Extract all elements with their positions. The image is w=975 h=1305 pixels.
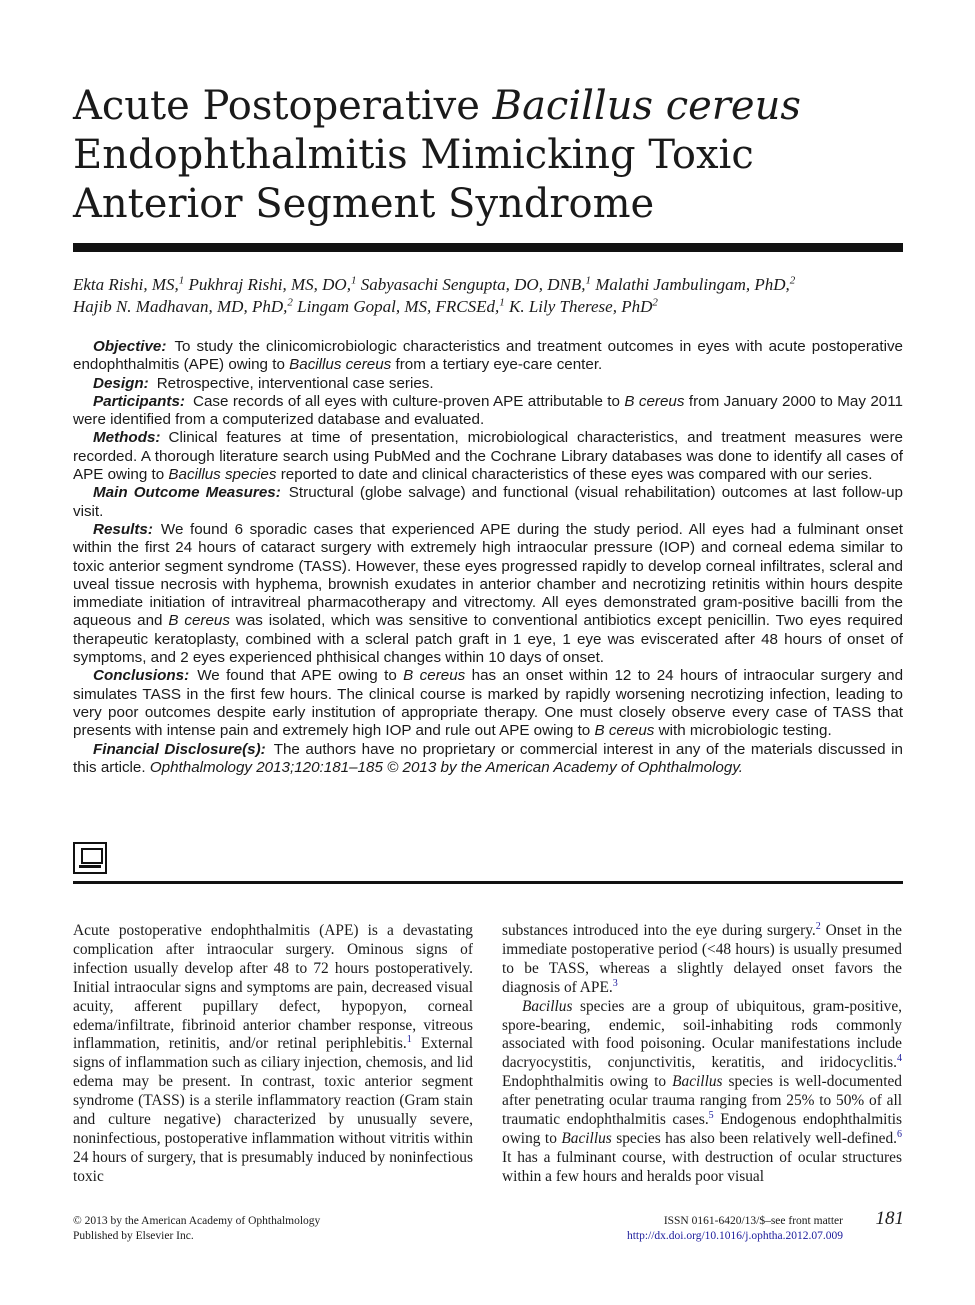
author: K. Lily Therese, PhD$^2$	[508, 296, 658, 316]
body-column-right	[502, 922, 902, 1187]
author: Lingam Gopal, MS, FRCSEd,$^1$	[297, 296, 505, 316]
author: Sabyasachi Sengupta, DO, DNB,$^1$	[360, 274, 591, 294]
author: Pukhraj Rishi, MS, DO,$^1$	[188, 274, 357, 294]
abstract-divider	[73, 881, 903, 884]
doi-link[interactable]: http://dx.doi.org/10.1016/j.ophtha.2012.07.009	[626, 1229, 843, 1242]
author: Malathi Jambulingam, PhD,$^2$	[595, 274, 796, 294]
abstract-participants: Participants: Case records of all eyes with culture-proven APE attributable to B cereus from January 2000 to May 2011 were identified from a computerized database and evaluated.	[73, 392, 903, 429]
page-number: 181	[875, 1208, 904, 1229]
abstract-results: Results: We found 6 sporadic cases that experienced APE during the study period. All eyes had a fulminant onset within the first 24 hours of cataract surgery with extremely high intraocular pressure (IOP) and corneal edema similar to toxic anterior segment syndrome (TASS). However, these eyes progressed rapidly to develop corneal infiltrates, scleral and uveal tissue necrosis with hyphema, brownish exudates in anterior chamber and necrotizing retinitis within hours despite immediate initiation of intravitreal pharmacotherapy and vitrectomy. All eyes demonstrated gram-positive bacilli from the aqueous and B cereus was isolated, which was sensitive to conventional antibiotics except penicillin. Two eyes required therapeutic keratoplasty, combined with a scleral patch graft in 1 eye, 1 eye was eviscerated after 48 hours of onset of symptoms, and 2 eyes experienced phthisical changes within 10 days of onset.	[73, 520, 904, 667]
copyright-notice: © 2013 by the American Academy of Ophthalmology	[73, 1215, 321, 1227]
reference-link[interactable]: 6	[897, 1128, 902, 1140]
computer-icon	[73, 842, 107, 874]
article-title	[73, 82, 913, 229]
footer-left	[73, 1214, 433, 1243]
title-part1: Acute Postoperative	[73, 83, 493, 129]
abstract-disclosure: Financial Disclosure(s): The authors have no proprietary or commercial interest in any of the materials discussed in this article. Ophthalmology 2013;120:181–185 © 2013 by the American Academy of Ophthalmology.	[73, 740, 903, 776]
footer-right	[520, 1214, 843, 1243]
body-paragraph: Acute postoperative endophthalmitis (APE) is a devastating complication after intraocular surgery. Ominous signs of infection usually develop after 48 to 72 hours postoperatively. Initial intraocular signs and symptoms are pain, decreased visual acuity, afferent pupillary defect, hypopyon, corneal edema/infiltrate, fibrinoid anterior chamber response, vitreous inflammation, retinitis, and/or retinal periphlebitis.$^1$ External signs of inflammation such as ciliary injection, chemosis, and lid edema may be present. In contrast, toxic anterior segment syndrome (TASS) is a sterile inflammatory reaction (Gram stain and culture negative) characterized by unusually severe, noninfectious, postoperative inflammation without vitritis within 24 hours of surgery, that is presumably induced by noninfectious toxic	[73, 922, 473, 1185]
journal-citation: Ophthalmology 2013;120:181–185 © 2013 by the American Academy of Ophthalmology.	[149, 758, 744, 776]
reference-link[interactable]: 1	[406, 1034, 412, 1046]
abstract	[73, 338, 903, 777]
body-paragraph: substances introduced into the eye during surgery.$^2$ Onset in the immediate postoperative period (<48 hours) is usually presumed to be TASS, whereas a slightly delayed onset favors the diagnosis of APE.$^3$	[502, 920, 902, 996]
abstract-methods: Methods: Clinical features at time of presentation, microbiological characteristics, and treatment measures were recorded. A thorough literature search using PubMed and the Cochrane Library databases was done to identify all cases of APE owing to Bacillus species reported to date and clinical characteristics of these eyes was compared with our series.	[73, 429, 903, 484]
reference-link[interactable]: 5	[708, 1109, 714, 1121]
abstract-main-outcome: Main Outcome Measures: Structural (globe salvage) and functional (visual rehabilitation) outcomes at last follow-up visit.	[73, 484, 903, 520]
abstract-conclusions: Conclusions: We found that APE owing to B cereus has an onset within 12 to 24 hours of intraocular surgery and simulates TASS in the first few hours. The clinical course is marked by rapidly worsening necrotizing infection, leading to very poor outcomes despite early institution of appropriate therapy. One must closely observe every case of TASS that presents with intense pain and extremely high IOP and rule out APE owing to B cereus with microbiologic testing.	[73, 667, 904, 740]
reference-link[interactable]: 2	[815, 920, 821, 932]
publisher-line: Published by Elsevier Inc.	[73, 1229, 194, 1242]
body-column-left	[73, 922, 473, 1187]
body-paragraph: Bacillus species are a group of ubiquitous, gram-positive, spore-bearing, endemic, soil-inhabiting rods commonly associated with food poisoning. Ocular manifestations include dacryocystitis, conjunctivitis, keratitis, and iridocyclitis.$^4$ Endophthalmitis owing to Bacillus species is well-documented after penetrating ocular trauma ranging from 25% to 50% of all traumatic endophthalmitis cases.$^5$ Endogenous endophthalmitis owing to Bacillus species has also been relatively well-defined.$^6$ It has a fulminant course, with destruction of ocular structures within a few hours and heralds poor visual	[502, 997, 902, 1185]
title-divider	[73, 243, 903, 252]
reference-link[interactable]: 3	[612, 977, 618, 989]
issn-line: ISSN 0161-6420/13/$–see front matter	[663, 1215, 843, 1227]
reference-link[interactable]: 4	[897, 1053, 902, 1065]
abstract-objective: Objective: To study the clinicomicrobiologic characteristics and treatment outcomes in eyes with acute postoperative endophthalmitis (APE) owing to Bacillus cereus from a tertiary eye-care center.	[73, 338, 903, 374]
abstract-design: Design: Retrospective, interventional case series.	[93, 374, 434, 392]
author: Ekta Rishi, MS,$^1$	[73, 274, 185, 294]
title-species: Bacillus cereus	[492, 83, 801, 129]
author-list	[73, 274, 903, 318]
author: Hajib N. Madhavan, MD, PhD,$^2$	[73, 296, 293, 316]
title-part2: Endophthalmitis Mimicking Toxic Anterior Segment Syndrome	[73, 132, 754, 227]
